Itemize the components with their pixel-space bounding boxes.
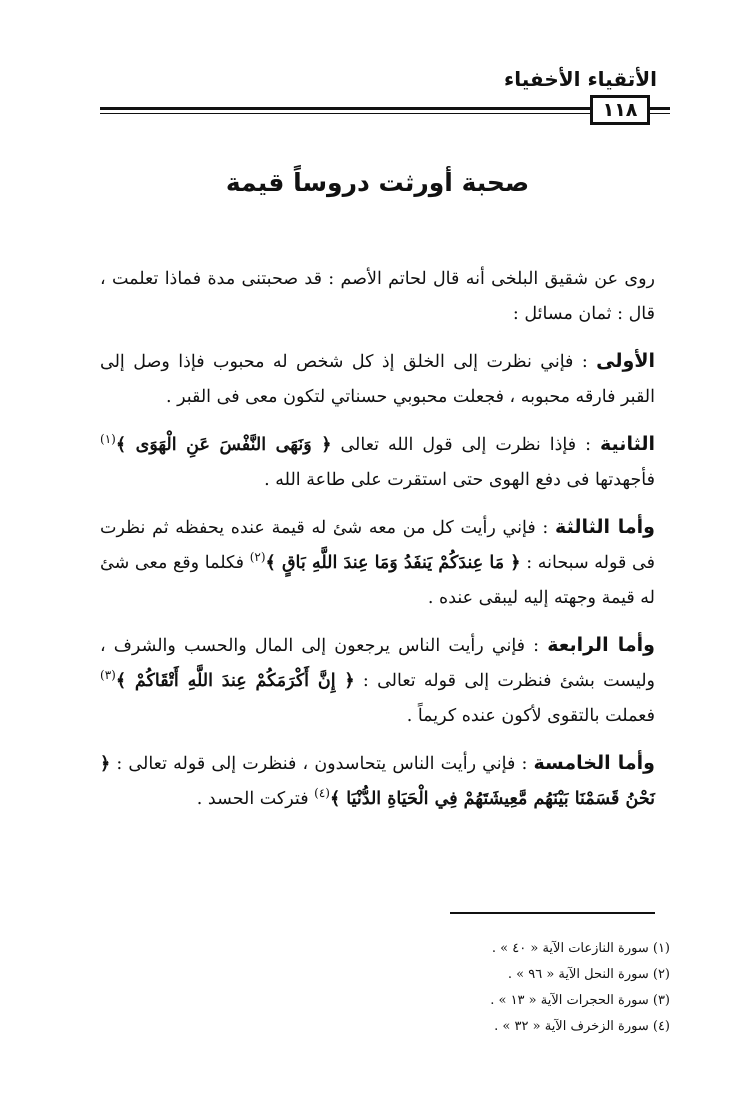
paragraph-first [100,344,655,415]
header-rule-stub [650,107,670,114]
running-header-title: الأتقياء الأخفياء [504,67,657,91]
paragraph-lead: وأما الخامسة [533,752,655,774]
paragraph-text: : فإني رأيت الناس يتحاسدون ، فنظرت إلى قوله تعالى : [110,754,534,774]
footnote: (٣) سورة الحجرات الآية « ١٣ » . [490,993,670,1008]
footnote-ref: (٤) [314,786,330,801]
section-title: صحبة أورثت دروساً قيمة [225,168,530,197]
quran-verse: ﴿ إِنَّ أَكْرَمَكُمْ عِندَ اللَّهِ أَتْقَاكُمْ ﴾ [115,671,355,691]
footnote: (٢) سورة النحل الآية « ٩٦ » . [507,967,670,982]
footnote: (٤) سورة الزخرف الآية « ٣٢ » . [494,1019,670,1034]
quran-verse: ﴿ وَنَهَى النَّفْسَ عَنِ الْهَوَى ﴾ [115,435,332,455]
quran-verse: ﴿ نَحْنُ قَسَمْنَا بَيْنَهُم مَّعِيشَتَهُمْ فِي الْحَيَاةِ الدُّنْيَا ﴾ [100,754,655,809]
paragraph-text: فكلما وقع معى شئ له قيمة وجهته إليه ليبقى عنده . [100,553,655,608]
paragraph-fourth [100,628,655,734]
paragraph-lead: الأولى [596,350,655,372]
paragraph-third [100,510,655,616]
body-text [100,262,655,829]
paragraph-second [100,427,655,498]
paragraph-fifth [100,746,655,817]
footnote-ref: (٢) [249,550,266,565]
quran-verse: ﴿ مَا عِندَكُمْ يَنفَدُ وَمَا عِندَ اللَّهِ بَاقٍ ﴾ [265,553,521,573]
paragraph-text: فتركت الحسد . [196,789,315,809]
paragraph-text: : فإذا نظرت إلى قول الله تعالى [331,435,601,455]
header-rule [100,107,590,114]
footnote-separator [450,912,655,914]
paragraph-text: : فإني رأيت الناس يرجعون إلى المال والحسب والشرف ، وليست بشئ فنظرت إلى قوله تعالى : [100,636,656,691]
page-number: ١١٨ [590,95,650,125]
paragraph-text: فأجهدتها فى دفع الهوى حتى استقرت على طاعة الله . [264,470,655,490]
paragraph-lead: وأما الثالثة [555,516,655,538]
footnote-ref: (٣) [100,668,116,683]
footnotes [300,936,670,1040]
intro-paragraph: روى عن شقيق البلخى أنه قال لحاتم الأصم : قد صحبتنى مدة فماذا تعلمت ، قال : ثمان مسائل : [100,269,655,324]
paragraph-text: فعملت بالتقوى لأكون عنده كريماً . [406,706,655,726]
footnote: (١) سورة النازعات الآية « ٤٠ » . [491,941,670,956]
footnote-ref: (١) [100,432,116,447]
paragraph-lead: وأما الرابعة [547,634,655,656]
paragraph-lead: الثانية [600,433,655,455]
paragraph-text: : فإني رأيت كل من معه شئ له قيمة عنده يحفظه ثم نظرت فى قوله سبحانه : [100,518,655,573]
paragraph-text: : فإني نظرت إلى الخلق إذ كل شخص له محبوب فإذا وصل إلى القبر فارقه محبوبه ، فجعلت محبوبي حسناتي لتكون معى فى القبر . [100,352,655,407]
